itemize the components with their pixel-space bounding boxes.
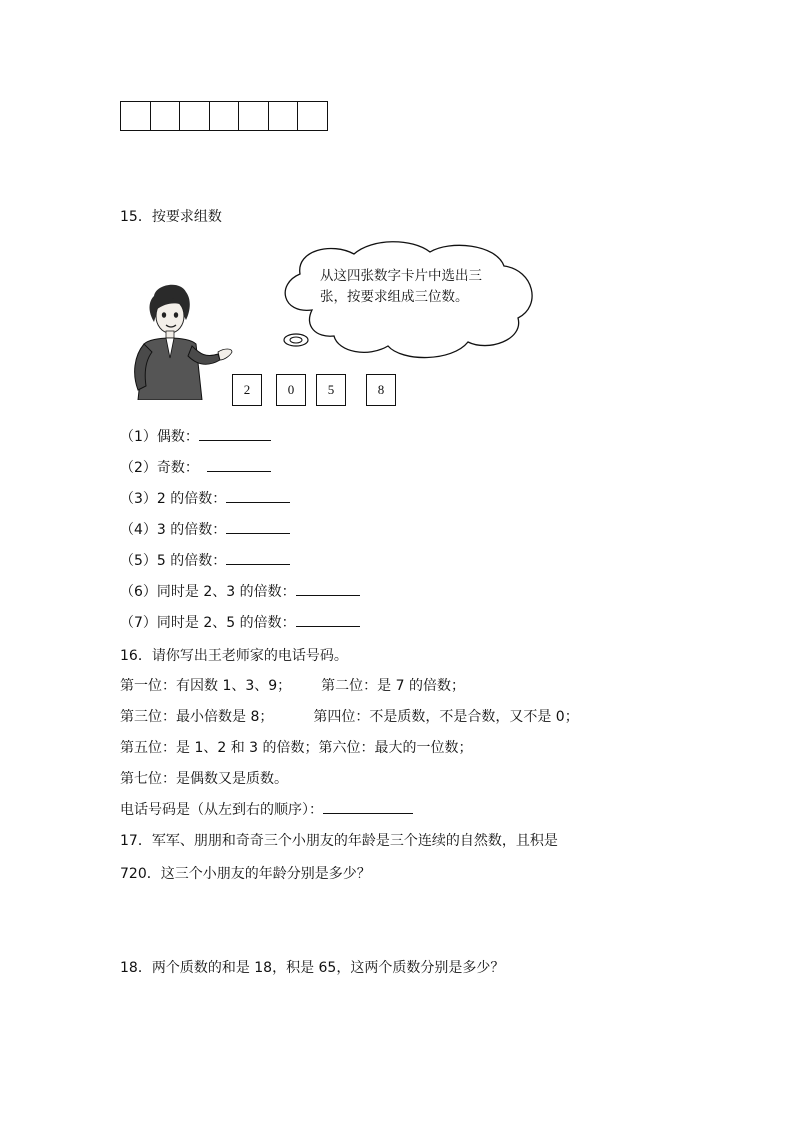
- q16-clue: 第一位：有因数 1、3、9；: [120, 678, 292, 694]
- q16-title: 16．请你写出王老师家的电话号码。: [120, 648, 348, 664]
- q15-item: （5）5 的倍数：: [120, 553, 227, 569]
- answer-blank[interactable]: [296, 612, 360, 627]
- q15-items: [120, 426, 720, 636]
- answer-boxes: [120, 101, 327, 131]
- number-card: 2: [232, 374, 262, 406]
- q17-block: [120, 830, 740, 890]
- q15-item: （4）3 的倍数：: [120, 522, 227, 538]
- q18-text: 18．两个质数的和是 18，积是 65，这两个质数分别是多少？: [120, 960, 505, 976]
- teacher-illustration: [126, 282, 234, 400]
- q16-block: [120, 645, 720, 835]
- answer-box[interactable]: [179, 101, 210, 131]
- q17-text: 720．这三个小朋友的年龄分别是多少？: [120, 866, 371, 882]
- q15-item: （7）同时是 2、5 的倍数：: [120, 615, 296, 631]
- q16-answer-label: 电话号码是（从左到右的顺序）：: [120, 802, 323, 818]
- q15-item: （3）2 的倍数：: [120, 491, 227, 507]
- number-card: 0: [276, 374, 306, 406]
- answer-box[interactable]: [297, 101, 328, 131]
- q16-clue: 第四位：不是质数，不是合数，又不是 0；: [313, 709, 579, 725]
- q17-text: 17．军军、朋朋和奇奇三个小朋友的年龄是三个连续的自然数，且积是: [120, 833, 558, 849]
- number-card: 5: [316, 374, 346, 406]
- answer-blank[interactable]: [226, 488, 290, 503]
- answer-box[interactable]: [268, 101, 299, 131]
- answer-blank[interactable]: [207, 457, 271, 472]
- answer-box[interactable]: [120, 101, 151, 131]
- answer-box[interactable]: [150, 101, 181, 131]
- number-card: 8: [366, 374, 396, 406]
- q15-item: （1）偶数：: [120, 429, 199, 445]
- speech-text: 从这四张数字卡片中选出三张，按要求组成三位数。: [320, 268, 482, 305]
- answer-blank[interactable]: [199, 426, 271, 441]
- answer-blank[interactable]: [226, 550, 290, 565]
- answer-box[interactable]: [209, 101, 240, 131]
- answer-blank[interactable]: [296, 581, 360, 596]
- q15-item: （6）同时是 2、3 的倍数：: [120, 584, 296, 600]
- answer-box[interactable]: [238, 101, 269, 131]
- q15-title: 15．按要求组数: [120, 209, 222, 225]
- q16-clue: 第二位：是 7 的倍数；: [321, 678, 465, 694]
- q15-item: （2）奇数：: [120, 460, 199, 476]
- answer-blank[interactable]: [323, 799, 413, 814]
- answer-blank[interactable]: [226, 519, 290, 534]
- q16-clue: 第三位：最小倍数是 8；: [120, 709, 274, 725]
- q16-clue: 第五位：是 1、2 和 3 的倍数；第六位：最大的一位数；: [120, 740, 473, 756]
- q16-clue: 第七位：是偶数又是质数。: [120, 771, 288, 787]
